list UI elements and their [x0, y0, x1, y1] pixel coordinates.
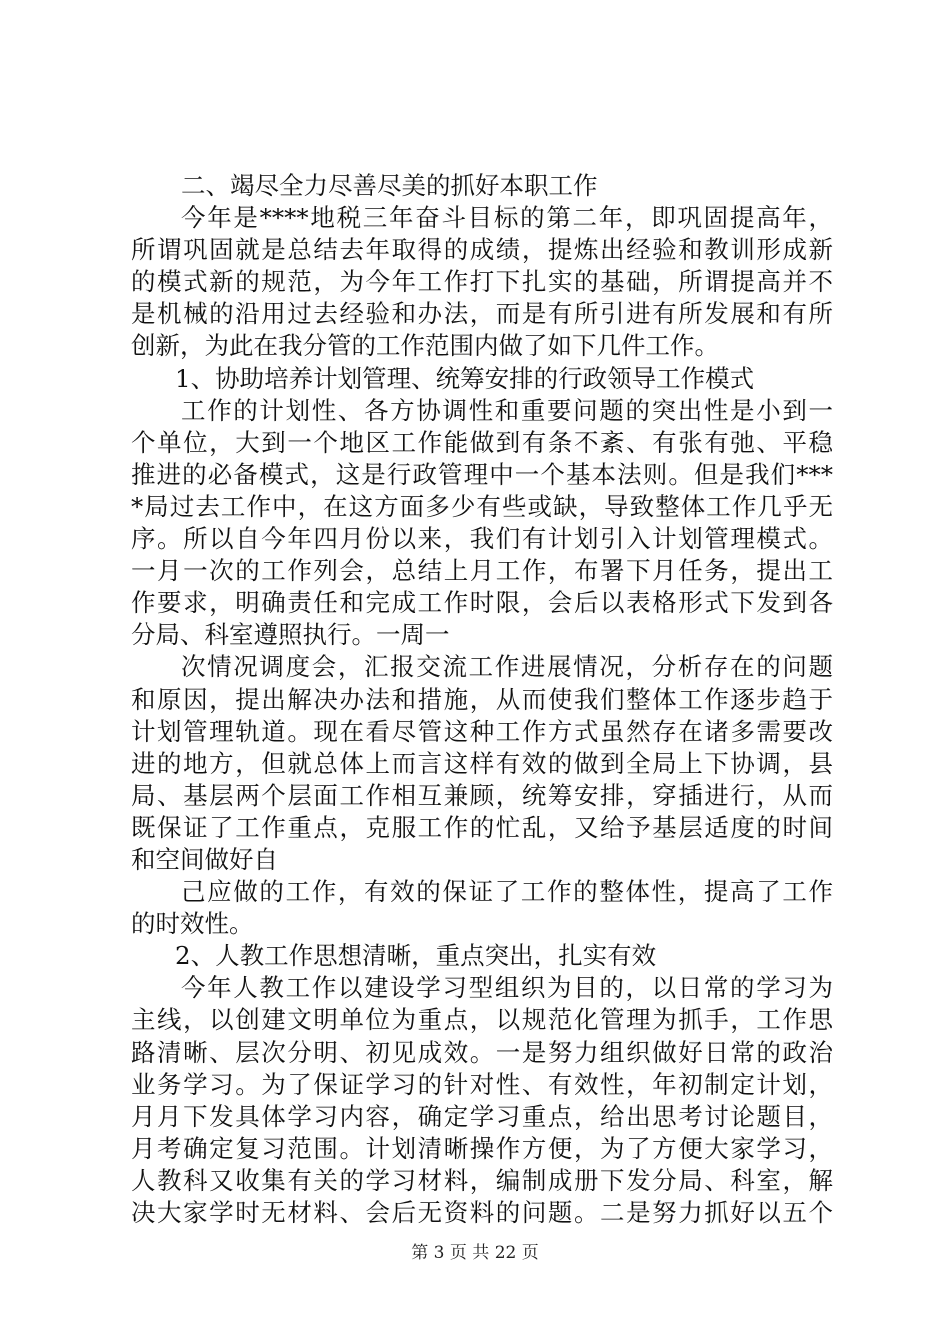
- text-line: *局过去工作中，在这方面多少有些或缺，导致整体工作几乎无: [131, 491, 833, 521]
- text-line: 月考确定复习范围。计划清晰操作方便，为了方便大家学习，: [131, 1133, 833, 1163]
- text-line: 今年是****地税三年奋斗目标的第二年，即巩固提高年，: [181, 203, 833, 233]
- text-line: 是机械的沿用过去经验和办法，而是有所引进有所发展和有所: [131, 299, 833, 329]
- document-body: [131, 170, 833, 1229]
- text-line: 既保证了工作重点，克服工作的忙乱，又给予基层适度的时间: [131, 812, 833, 842]
- text-line: 2、人教工作思想清晰，重点突出，扎实有效: [175, 941, 657, 971]
- text-line: 进的地方，但就总体上而言这样有效的做到全局上下协调，县: [131, 748, 833, 778]
- text-line: 推进的必备模式，这是行政管理中一个基本法则。但是我们***: [131, 459, 833, 489]
- text-line: 一月一次的工作列会，总结上月工作，布署下月任务，提出工: [131, 556, 833, 586]
- text-line: 己应做的工作，有效的保证了工作的整体性，提高了工作: [181, 877, 833, 907]
- text-line: 月月下发具体学习内容，确定学习重点，给出思考讨论题目，: [131, 1101, 833, 1131]
- text-line: 路清晰、层次分明、初见成效。一是努力组织做好日常的政治: [131, 1037, 833, 1067]
- text-line: 作要求，明确责任和完成工作时限，会后以表格形式下发到各: [131, 588, 833, 618]
- text-line: 工作的计划性、各方协调性和重要问题的突出性是小到一: [181, 395, 833, 425]
- page-footer: 第 3 页 共 22 页: [411, 1243, 539, 1263]
- text-line: 的模式新的规范，为今年工作打下扎实的基础，所谓提高并不: [131, 267, 833, 297]
- text-line: 次情况调度会，汇报交流工作进展情况，分析存在的问题: [181, 652, 833, 682]
- text-line: 所谓巩固就是总结去年取得的成绩，提炼出经验和教训形成新: [131, 235, 833, 265]
- text-line: 业务学习。为了保证学习的针对性、有效性，年初制定计划，: [131, 1069, 833, 1099]
- text-line: 分局、科室遵照执行。一周一: [131, 620, 450, 650]
- text-line: 1、协助培养计划管理、统筹安排的行政领导工作模式: [175, 363, 755, 393]
- text-line: 个单位，大到一个地区工作能做到有条不紊、有张有弛、平稳: [131, 427, 833, 457]
- text-line: 的时效性。: [131, 909, 254, 939]
- text-line: 计划管理轨道。现在看尽管这种工作方式虽然存在诸多需要改: [131, 716, 833, 746]
- text-line: 决大家学时无材料、会后无资料的问题。二是努力抓好以五个: [131, 1198, 833, 1227]
- text-line: 和空间做好自: [131, 844, 278, 874]
- text-line: 今年人教工作以建设学习型组织为目的，以日常的学习为: [181, 973, 833, 1003]
- text-line: 局、基层两个层面工作相互兼顾，统筹安排，穿插进行，从而: [131, 780, 833, 810]
- text-line: 人教科又收集有关的学习材料，编制成册下发分局、科室，解: [131, 1165, 833, 1195]
- text-line: 创新，为此在我分管的工作范围内做了如下几件工作。: [131, 331, 719, 361]
- text-line: 和原因，提出解决办法和措施，从而使我们整体工作逐步趋于: [131, 684, 833, 714]
- text-line: 序。所以自今年四月份以来，我们有计划引入计划管理模式。: [131, 524, 833, 554]
- text-line: 二、竭尽全力尽善尽美的抓好本职工作: [181, 171, 598, 200]
- text-line: 主线，以创建文明单位为重点，以规范化管理为抓手，工作思: [131, 1005, 833, 1035]
